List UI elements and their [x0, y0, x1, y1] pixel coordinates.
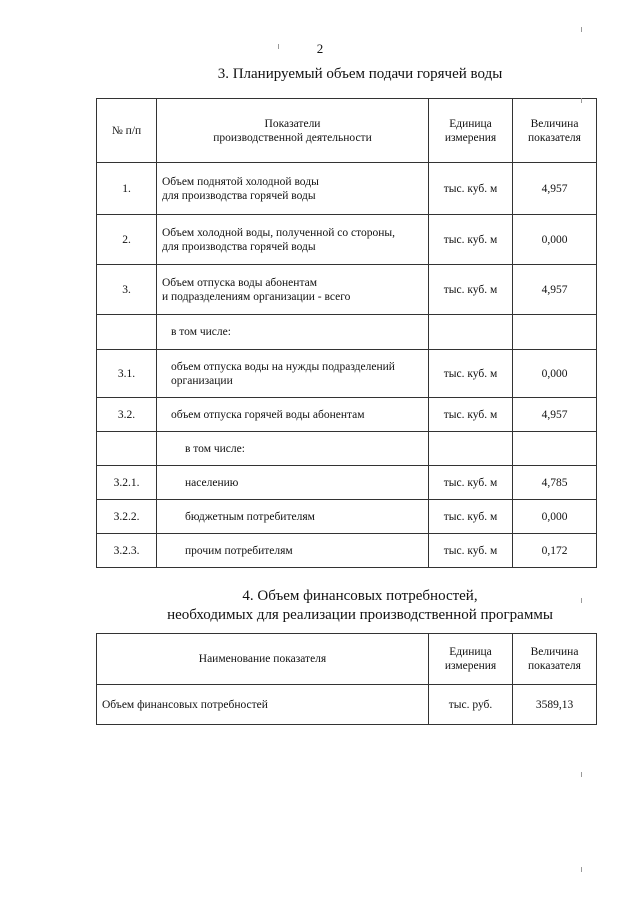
table-row [97, 466, 597, 500]
section-4-title: 4. Объем финансовых потребностей, необходимых для реализации производственной программы [167, 588, 553, 623]
row-value: 0,000 [513, 215, 597, 265]
row-unit: тыс. куб. м [429, 350, 513, 398]
row-unit: тыс. руб. [429, 685, 513, 725]
header-indicator: Показатели производственной деятельности [157, 99, 429, 163]
row-value: 0,000 [513, 500, 597, 534]
row-num: 3.2.2. [97, 500, 157, 534]
header-name: Наименование показателя [97, 634, 429, 685]
header-value: Величина показателя [513, 99, 597, 163]
row-name: Объем финансовых потребностей [97, 685, 429, 725]
table-row [97, 215, 597, 265]
row-unit [429, 315, 513, 350]
scan-mark [581, 27, 582, 32]
row-name: Объем поднятой холодной воды для производства горячей воды [157, 163, 429, 215]
header-unit: Единица измерения [429, 99, 513, 163]
row-value: 0,000 [513, 350, 597, 398]
row-name: прочим потребителям [157, 534, 429, 568]
row-unit: тыс. куб. м [429, 265, 513, 315]
row-num: 3.2.1. [97, 466, 157, 500]
table-row [97, 500, 597, 534]
row-value [513, 432, 597, 466]
table-row [97, 685, 597, 725]
row-unit: тыс. куб. м [429, 215, 513, 265]
row-unit: тыс. куб. м [429, 534, 513, 568]
page-number: 2 [316, 41, 324, 56]
row-num: 3.1. [97, 350, 157, 398]
row-name: Объем отпуска воды абонентам и подразделениям организации - всего [157, 265, 429, 315]
table-row [97, 163, 597, 215]
row-name: населению [157, 466, 429, 500]
table-row [97, 265, 597, 315]
header-num: № п/п [97, 99, 157, 163]
row-name: Объем холодной воды, полученной со стороны, для производства горячей воды [157, 215, 429, 265]
row-name: объем отпуска воды на нужды подразделений организации [157, 350, 429, 398]
scan-mark [581, 867, 582, 872]
financial-needs-table [96, 633, 597, 725]
scan-mark [581, 598, 582, 603]
row-name: в том числе: [157, 432, 429, 466]
row-unit: тыс. куб. м [429, 500, 513, 534]
row-unit [429, 432, 513, 466]
row-value: 4,785 [513, 466, 597, 500]
table-row [97, 398, 597, 432]
table-row [97, 432, 597, 466]
row-value: 3589,13 [513, 685, 597, 725]
scan-mark [581, 98, 582, 103]
row-unit: тыс. куб. м [429, 398, 513, 432]
row-num: 3.2. [97, 398, 157, 432]
row-num: 2. [97, 215, 157, 265]
section-3-title: 3. Планируемый объем подачи горячей воды [217, 66, 503, 82]
row-name: в том числе: [157, 315, 429, 350]
table-header-row [97, 99, 597, 163]
row-num [97, 432, 157, 466]
row-num: 3. [97, 265, 157, 315]
row-name: объем отпуска горячей воды абонентам [157, 398, 429, 432]
table-row [97, 315, 597, 350]
row-num: 3.2.3. [97, 534, 157, 568]
row-value [513, 315, 597, 350]
table-row [97, 534, 597, 568]
row-value: 4,957 [513, 163, 597, 215]
row-value: 4,957 [513, 398, 597, 432]
row-unit: тыс. куб. м [429, 466, 513, 500]
header-value: Величина показателя [513, 634, 597, 685]
row-unit: тыс. куб. м [429, 163, 513, 215]
table-row [97, 350, 597, 398]
scan-mark [581, 772, 582, 777]
row-num: 1. [97, 163, 157, 215]
row-value: 4,957 [513, 265, 597, 315]
hot-water-supply-table [96, 98, 597, 568]
row-name: бюджетным потребителям [157, 500, 429, 534]
header-unit: Единица измерения [429, 634, 513, 685]
scan-mark [278, 44, 279, 49]
row-value: 0,172 [513, 534, 597, 568]
table-header-row [97, 634, 597, 685]
row-num [97, 315, 157, 350]
